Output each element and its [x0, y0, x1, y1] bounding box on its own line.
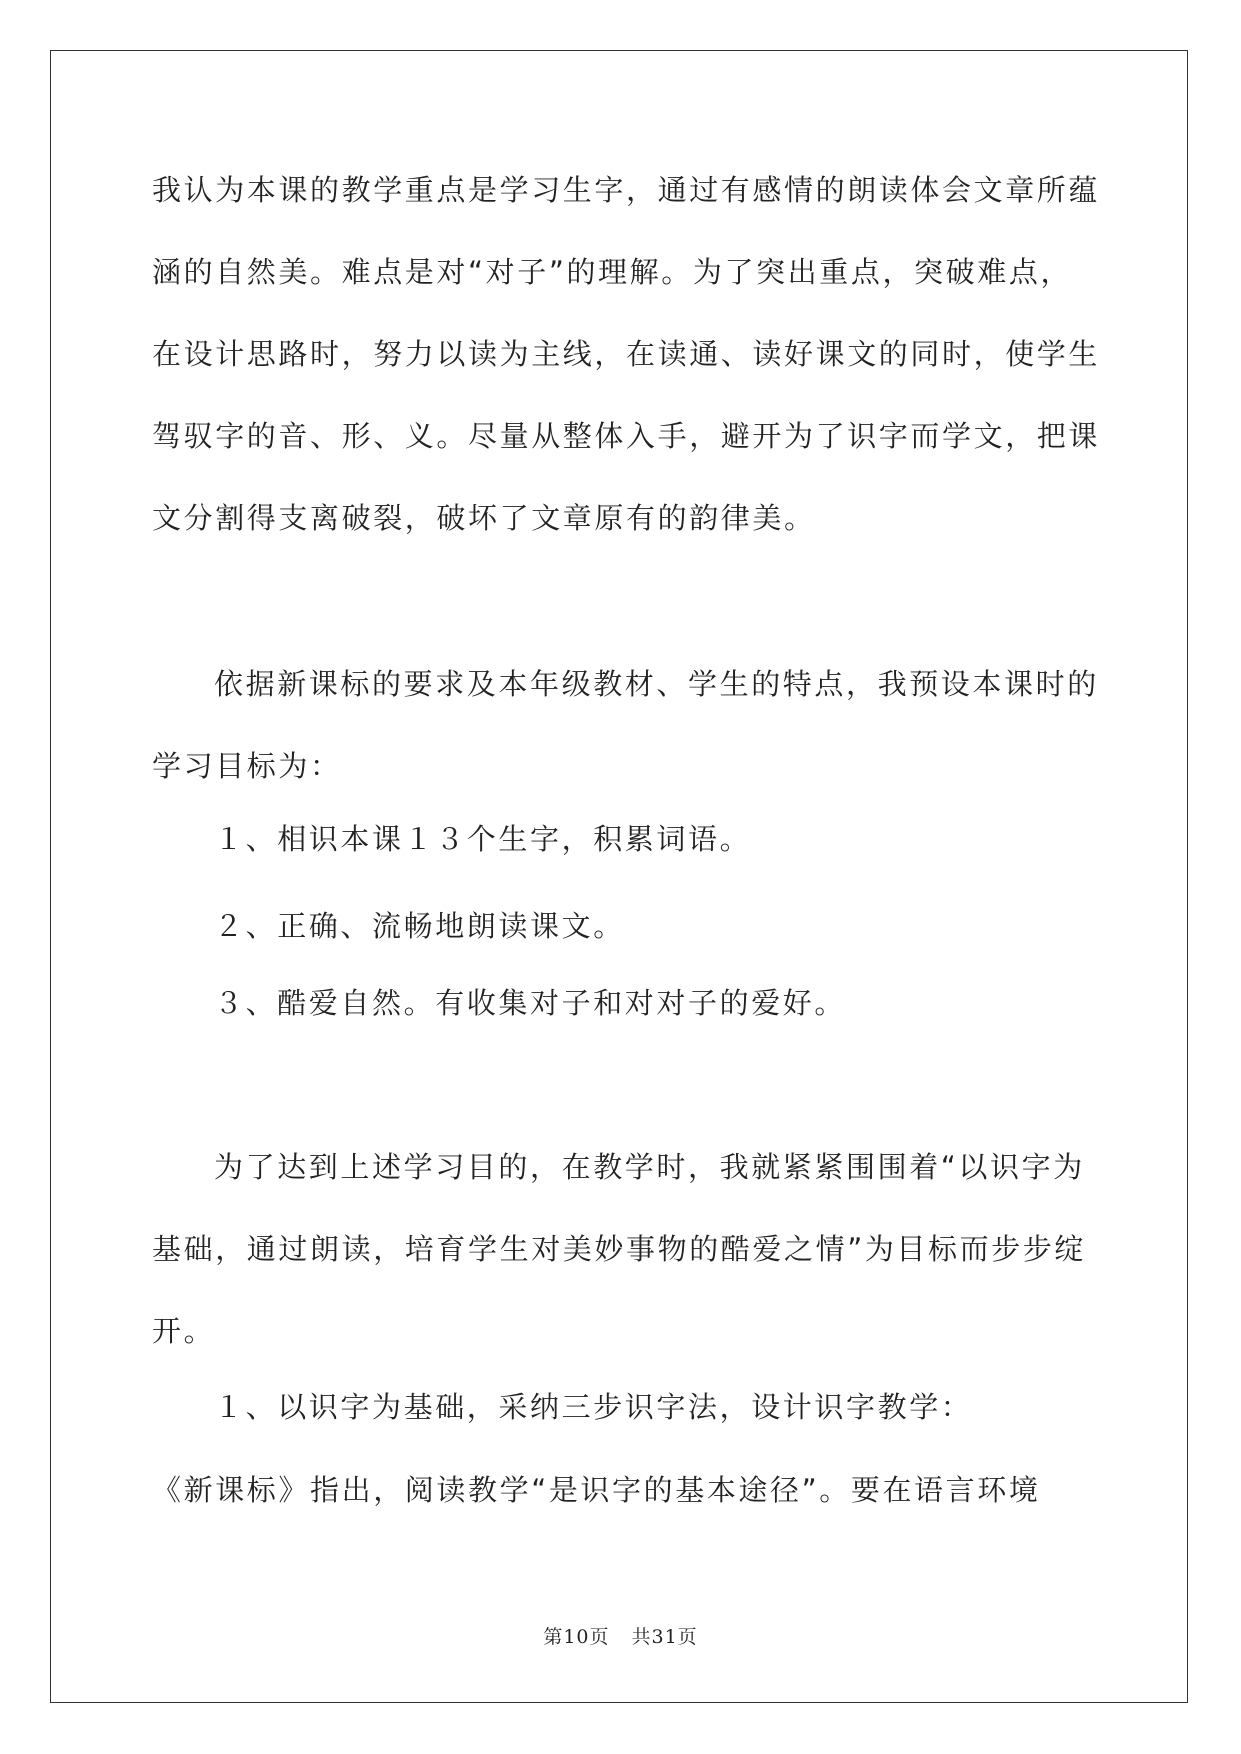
- paragraph-3-line-2: 基础，通过朗读，培育学生对美妙事物的酷爱之情”为目标而步步绽: [152, 1232, 1087, 1266]
- paragraph-2-line-2: 学习目标为：: [152, 749, 342, 783]
- page-footer: [0, 1622, 1241, 1649]
- current-page-label: 第10页: [543, 1626, 610, 1648]
- paragraph-1-line-1: 我认为本课的教学重点是学习生字，通过有感情的朗读体会文章所蕴: [152, 173, 1101, 207]
- goal-item-3: ３、酷爱自然。有收集对子和对对子的爱好。: [214, 986, 847, 1020]
- total-pages-label: 共31页: [631, 1626, 698, 1648]
- paragraph-2-line-1: 依据新课标的要求及本年级教材、学生的特点，我预设本课时的: [214, 667, 1099, 701]
- goal-item-1: １、相识本课１３个生字，积累词语。: [214, 822, 752, 856]
- paragraph-1-line-4: 驾驭字的音、形、义。尽量从整体入手，避开为了识字而学文，把课: [152, 419, 1101, 453]
- paragraph-4-line-1: 《新课标》指出，阅读教学“是识字的基本途径”。要在语言环境: [152, 1473, 1041, 1507]
- section-1-title: １、以识字为基础，采纳三步识字法，设计识字教学：: [214, 1390, 973, 1424]
- paragraph-1-line-2: 涵的自然美。难点是对“对子”的理解。为了突出重点，突破难点，: [152, 255, 1073, 289]
- page-border: [50, 50, 1188, 1703]
- goal-item-2: ２、正确、流畅地朗读课文。: [214, 909, 625, 943]
- paragraph-3-line-3: 开。: [152, 1314, 216, 1348]
- paragraph-1-line-5: 文分割得支离破裂，破坏了文章原有的韵律美。: [152, 501, 816, 535]
- paragraph-3-line-1: 为了达到上述学习目的，在教学时，我就紧紧围围着“以识字为: [214, 1150, 1085, 1184]
- paragraph-1-line-3: 在设计思路时，努力以读为主线，在读通、读好课文的同时，使学生: [152, 337, 1101, 371]
